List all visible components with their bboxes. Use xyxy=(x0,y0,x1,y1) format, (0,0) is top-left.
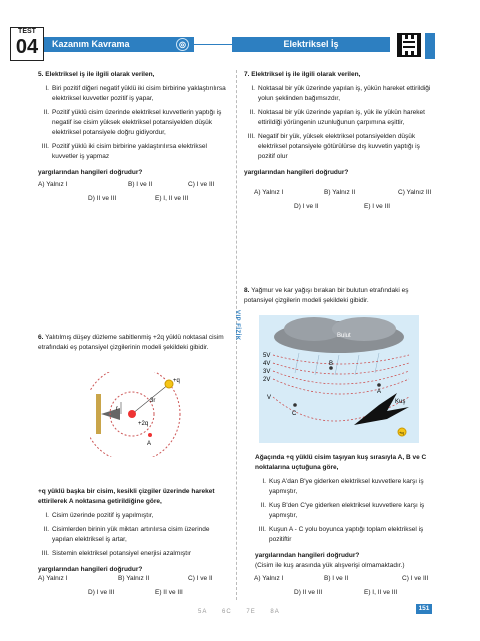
label-bird: Kuş xyxy=(395,399,406,405)
band-left-title: Kazanım Kavrama xyxy=(52,39,130,49)
q8-option-b[interactable]: B) I ve II xyxy=(324,575,349,582)
q6-task: +q yüklü başka bir cisim, kesikli çizgiler üzerinde hareket ettirilerek A noktasına getirildiğine göre, xyxy=(38,488,215,505)
answer-mark: 5A xyxy=(198,609,208,615)
q5-option-a[interactable]: A) Yalnız I xyxy=(38,181,68,188)
charge-q xyxy=(165,380,173,388)
label-a: A xyxy=(377,389,382,395)
q8-question: yargılarından hangileri doğrudur? xyxy=(255,552,360,559)
q6-item-2: II. Cisimlerden birinin yük miktarı artırılırsa cisim üzerinde yapılan elektriksel iş artar, xyxy=(43,526,210,543)
q8-figure xyxy=(259,315,419,443)
q8-intro: Yağmur ve kar yağışı bırakan bir bulutun etrafındaki eş potansiyel çizgilerin modeli şekildeki gibidir. xyxy=(244,287,409,304)
question-8: 8. Yağmur ve kar yağışı bırakan bir bulutun etrafındaki eş potansiyel çizgilerin modeli şekildeki gibidir. xyxy=(244,287,409,304)
answer-mark: 8A xyxy=(270,609,280,615)
q7-item-2: II. Noktasal bir yük üzerinde yapılan iş, yük ile yükün hareket ettirildiği yörüngenin uzunluğunun çarpımına eşittir, xyxy=(249,109,425,126)
wall-plate xyxy=(96,394,101,434)
test-badge xyxy=(10,27,44,61)
q6-intro: Yalıtılmış düşey düzleme sabitlenmiş +2q yüklü noktasal cisim etrafındaki eş potansiyel çizgilerinin modeli şekildeki gibidir. xyxy=(38,334,224,351)
q8-note: (Cisim ile kuş arasında yük alışverişi olmamaktadır.) xyxy=(255,562,405,569)
q8-option-d[interactable]: D) II ve III xyxy=(294,589,323,596)
label-a: A xyxy=(147,441,152,447)
q5-question: yargılarından hangileri doğrudur? xyxy=(38,169,143,176)
answer-marks xyxy=(198,609,292,615)
label-c: C xyxy=(292,411,297,417)
label-plus-q: +q xyxy=(173,378,180,384)
point-c xyxy=(293,403,297,407)
q7-title: Elektriksel iş ile ilgili olarak verilen, xyxy=(251,71,361,78)
header-divider xyxy=(194,44,232,45)
q5-item-3: III. Pozitif yüklü iki cisim birbirine yaklaştırılırsa elektriksel kuvvetler iş yapmaz xyxy=(41,143,207,160)
q6-item-3: III. Sistemin elektriksel potansiyel enerjisi azalmıştır xyxy=(41,550,192,557)
label-b: B xyxy=(329,361,334,367)
q5-item-2: II. Pozitif yüklü cisim üzerinde elektriksel kuvvetlerin yaptığı iş negatif ise cisim yüksek elektriksel potansiyelden düşük elektriksel potansiyele doğru gidiyordur, xyxy=(43,109,222,136)
charge-2q xyxy=(128,410,136,418)
vertical-label: VIP FİZİK xyxy=(234,310,240,341)
q7-option-c[interactable]: C) Yalnız III xyxy=(398,189,432,196)
q8-item-1: I. Kuş A'dan B'ye giderken elektriksel kuvvetlere karşı iş yapmıştır, xyxy=(262,478,424,495)
label-2v: 2V xyxy=(263,377,271,383)
qr-code-icon[interactable] xyxy=(397,33,421,57)
q7-item-1: I. Noktasal bir yük üzerinde yapılan iş, yükün hareket ettirildiği yolun şeklinden bağımsızdır, xyxy=(251,85,431,102)
label-3v: 3V xyxy=(263,369,271,375)
test-label: TEST xyxy=(18,28,36,35)
q6-option-c[interactable]: C) I ve II xyxy=(188,575,213,582)
q5-option-e[interactable]: E) I, II ve III xyxy=(155,195,189,202)
q8-item-2: II. Kuş B'den C'ye giderken elektriksel kuvvetlere karşı iş yapmıştır, xyxy=(260,502,425,519)
label-3r: 3r xyxy=(150,398,156,404)
question-7: 7. Elektriksel iş ile ilgili olarak verilen, I. Noktasal bir yük üzerinde yapılan iş, yükün hareket ettirildiği yolun şeklinden bağımsızdır, II. Noktasal bir yük üzerinde yapılan iş, yük ile yükün hareket ettirildiği yörüngenin uzunluğunun çarpımına eşittir, III. Negatif bir yük, yüksek elektriksel potansiyelden düşük elektriksel potansiyele götürülürse dış kuvvetin yaptığı iş pozitif olur yargılarından hangileri doğrudur? xyxy=(244,70,436,178)
q6-option-b[interactable]: B) Yalnız II xyxy=(118,575,150,582)
q8-option-c[interactable]: C) I ve III xyxy=(402,575,429,582)
label-charge: +q xyxy=(399,430,404,435)
point-a xyxy=(377,383,381,387)
label-4v: 4V xyxy=(263,361,271,367)
q7-option-a[interactable]: A) Yalnız I xyxy=(254,189,284,196)
q6-option-e[interactable]: E) II ve III xyxy=(155,589,183,596)
q7-item-3: III. Negatif bir yük, yüksek elektriksel potansiyelden düşük elektriksel potansiyele götürülürse dış kuvvetin yaptığı iş pozitif olur xyxy=(247,133,420,160)
q8-item-3: III. Kuşun A - C yolu boyunca yaptığı toplam elektriksel iş pozitiftir xyxy=(258,526,424,543)
question-5: 5. Elektriksel iş ile ilgili olarak verilen, I. Biri pozitif diğeri negatif yüklü iki cisim birbirine yaklaştırılırsa elektriksel kuvvetler pozitif iş yapar, II. Pozitif yüklü cisim üzerinde elektriksel kuvvetlerin yaptığı iş negatif ise cisim yüksek elektriksel potansiyelden düşük elektriksel potansiyele doğru gidiyordur, III. Pozitif yüklü iki cisim birbirine yaklaştırılırsa elektriksel kuvvetler iş yapmaz yargılarından hangileri doğrudur? xyxy=(38,70,228,178)
section-band-left xyxy=(44,37,194,52)
q6-option-d[interactable]: D) I ve III xyxy=(88,589,115,596)
label-v: V xyxy=(267,395,272,401)
point-a xyxy=(148,433,152,437)
q8-task: Ağaçında +q yüklü cisim taşıyan kuş sırasıyla A, B ve C noktalarına uçtuğuna göre, xyxy=(255,454,427,471)
q5-title: Elektriksel iş ile ilgili olarak verilen, xyxy=(45,71,155,78)
q6-figure xyxy=(90,372,210,457)
answer-mark: 6C xyxy=(222,609,232,615)
q7-option-b[interactable]: B) Yalnız II xyxy=(324,189,356,196)
label-plus-2q: +2q xyxy=(138,421,149,427)
q8-option-a[interactable]: A) Yalnız I xyxy=(254,575,284,582)
q8-option-e[interactable]: E) I, II ve III xyxy=(364,589,398,596)
q7-option-d[interactable]: D) I ve II xyxy=(294,203,319,210)
globe-icon: ◎ xyxy=(176,38,189,51)
answer-mark: 7E xyxy=(246,609,256,615)
question-6: 6. Yalıtılmış düşey düzleme sabitlenmiş +2q yüklü noktasal cisim etrafındaki eş potansiyel çizgilerinin modeli şekildeki gibidir. xyxy=(38,334,224,351)
q5-item-1: I. Biri pozitif diğeri negatif yüklü iki cisim birbirine yaklaştırılırsa elektriksel kuvvetler pozitif iş yapar, xyxy=(45,85,226,102)
label-cloud: Bulut xyxy=(337,333,351,339)
side-tab xyxy=(425,33,435,59)
q6-question: yargılarından hangileri doğrudur? xyxy=(38,566,143,573)
question-6-body xyxy=(38,487,228,575)
q5-option-b[interactable]: B) I ve II xyxy=(128,181,153,188)
question-8-body xyxy=(255,453,437,571)
q7-question: yargılarından hangileri doğrudur? xyxy=(244,169,349,176)
test-number: 04 xyxy=(15,36,39,58)
label-r: r xyxy=(116,406,118,412)
section-band-right: Elektriksel İş xyxy=(232,37,390,52)
q7-option-e[interactable]: E) I ve III xyxy=(364,203,391,210)
page-number: 151 xyxy=(416,604,432,614)
label-5v: 5V xyxy=(263,353,271,359)
q5-option-d[interactable]: D) II ve III xyxy=(88,195,117,202)
q5-option-c[interactable]: C) I ve III xyxy=(188,181,215,188)
q6-option-a[interactable]: A) Yalnız I xyxy=(38,575,68,582)
q6-item-1: I. Cisim üzerinde pozitif iş yapılmıştır, xyxy=(45,512,154,519)
